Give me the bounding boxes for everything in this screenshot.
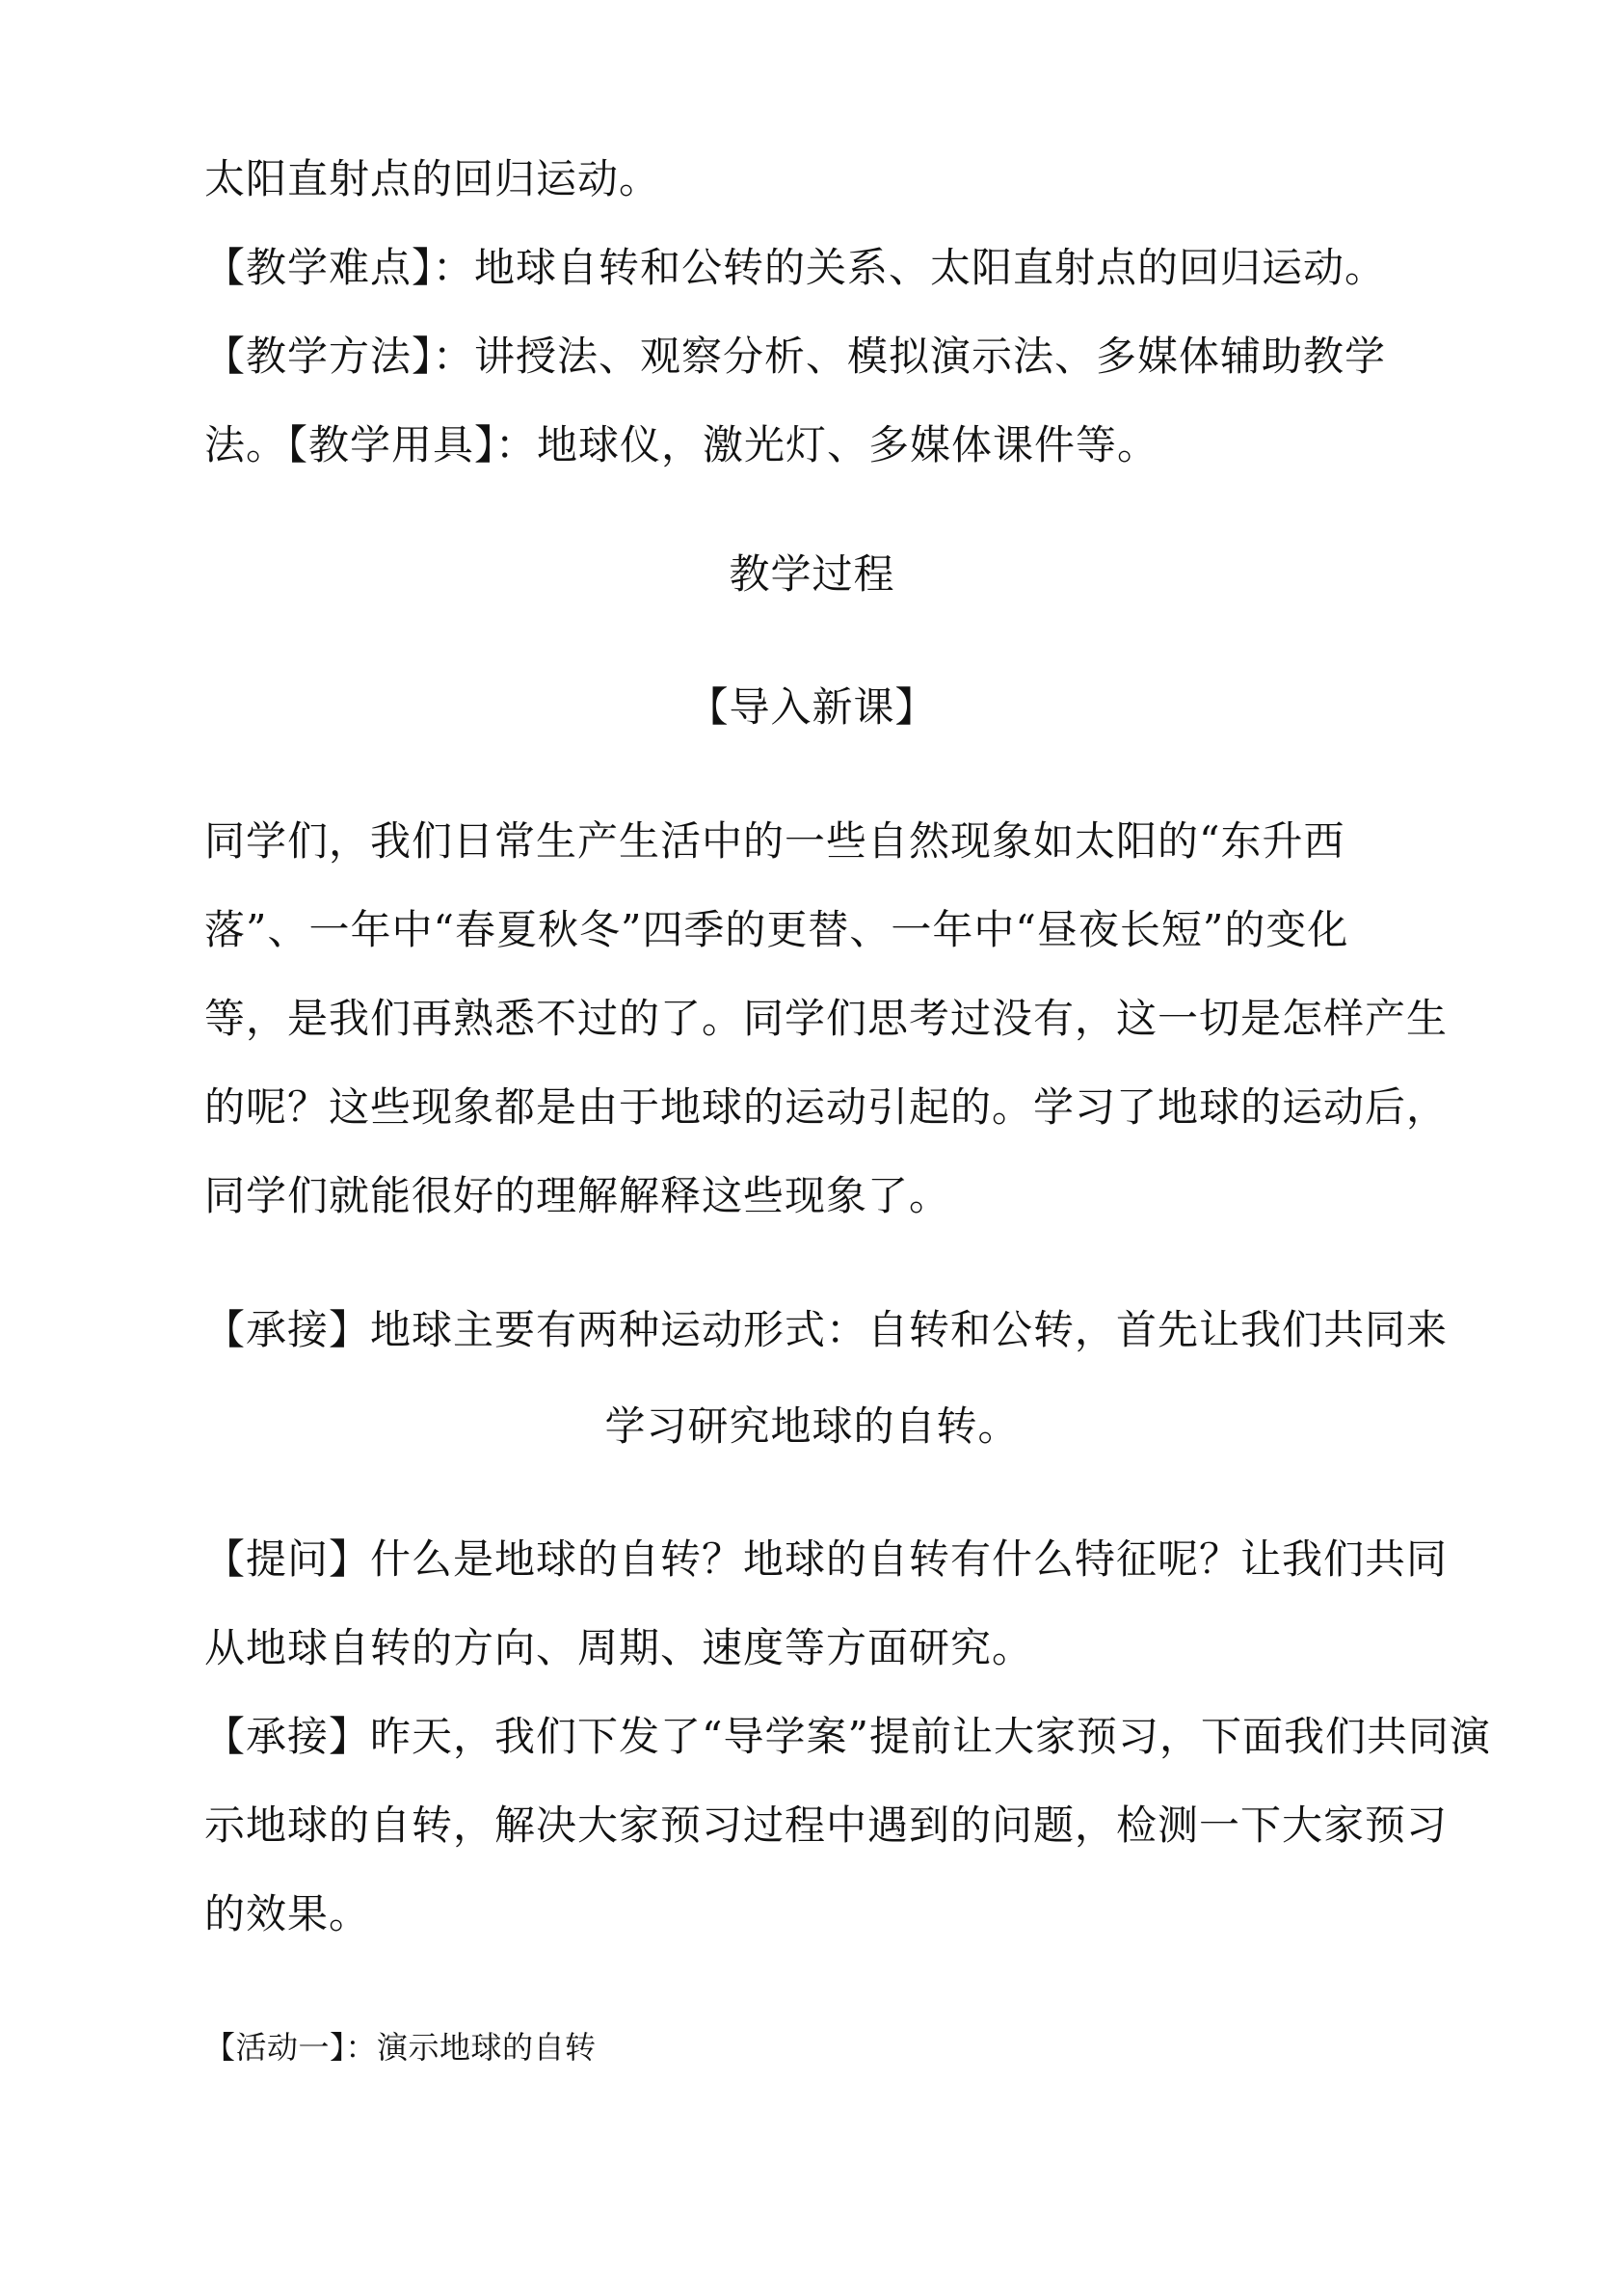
- paragraph-line-5: 同学们就能很好的理解解释这些现象了。: [204, 1172, 951, 1219]
- section-title-teaching-process: 教学过程: [729, 550, 895, 598]
- activity-one-title: 【活动一】：演示地球的自转: [204, 2029, 597, 2066]
- transition-two-line-2: 示地球的自转，解决大家预习过程中遇到的问题，检测一下大家预习: [204, 1801, 1449, 1849]
- transition-two-line-1: 【承接】昨天，我们下发了“导学案”提前让大家预习，下面我们共同演: [204, 1713, 1491, 1760]
- paragraph-line-4: 的呢？这些现象都是由于地球的运动引起的。学习了地球的运动后，: [204, 1083, 1449, 1131]
- text-line-teaching-tools: 法。【教学用具】：地球仪，激光灯、多媒体课件等。: [204, 421, 1159, 468]
- text-line-teaching-method: 【教学方法】：讲授法、观察分析、模拟演示法、多媒体辅助教学: [204, 333, 1387, 380]
- paragraph-line-3: 等，是我们再熟悉不过的了。同学们思考过没有，这一切是怎样产生: [204, 995, 1449, 1042]
- section-title-introduction: 【导入新课】: [687, 683, 937, 731]
- transition-line-1: 【承接】地球主要有两种运动形式：自转和公转，首先让我们共同来: [204, 1306, 1449, 1353]
- paragraph-line-2: 落”、一年中“春夏秋冬”四季的更替、一年中“昼夜长短”的变化: [204, 906, 1349, 953]
- transition-line-2: 学习研究地球的自转。: [604, 1402, 1020, 1450]
- transition-two-line-3: 的效果。: [204, 1890, 371, 1937]
- paragraph-line-1: 同学们，我们日常生产生活中的一些自然现象如太阳的“东升西: [204, 817, 1345, 865]
- text-line-teaching-difficulty: 【教学难点】：地球自转和公转的关系、太阳直射点的回归运动。: [204, 244, 1387, 291]
- text-line-1: 太阳直射点的回归运动。: [204, 155, 661, 202]
- question-line-1: 【提问】什么是地球的自转？地球的自转有什么特征呢？让我们共同: [204, 1535, 1449, 1583]
- question-line-2: 从地球自转的方向、周期、速度等方面研究。: [204, 1624, 1034, 1671]
